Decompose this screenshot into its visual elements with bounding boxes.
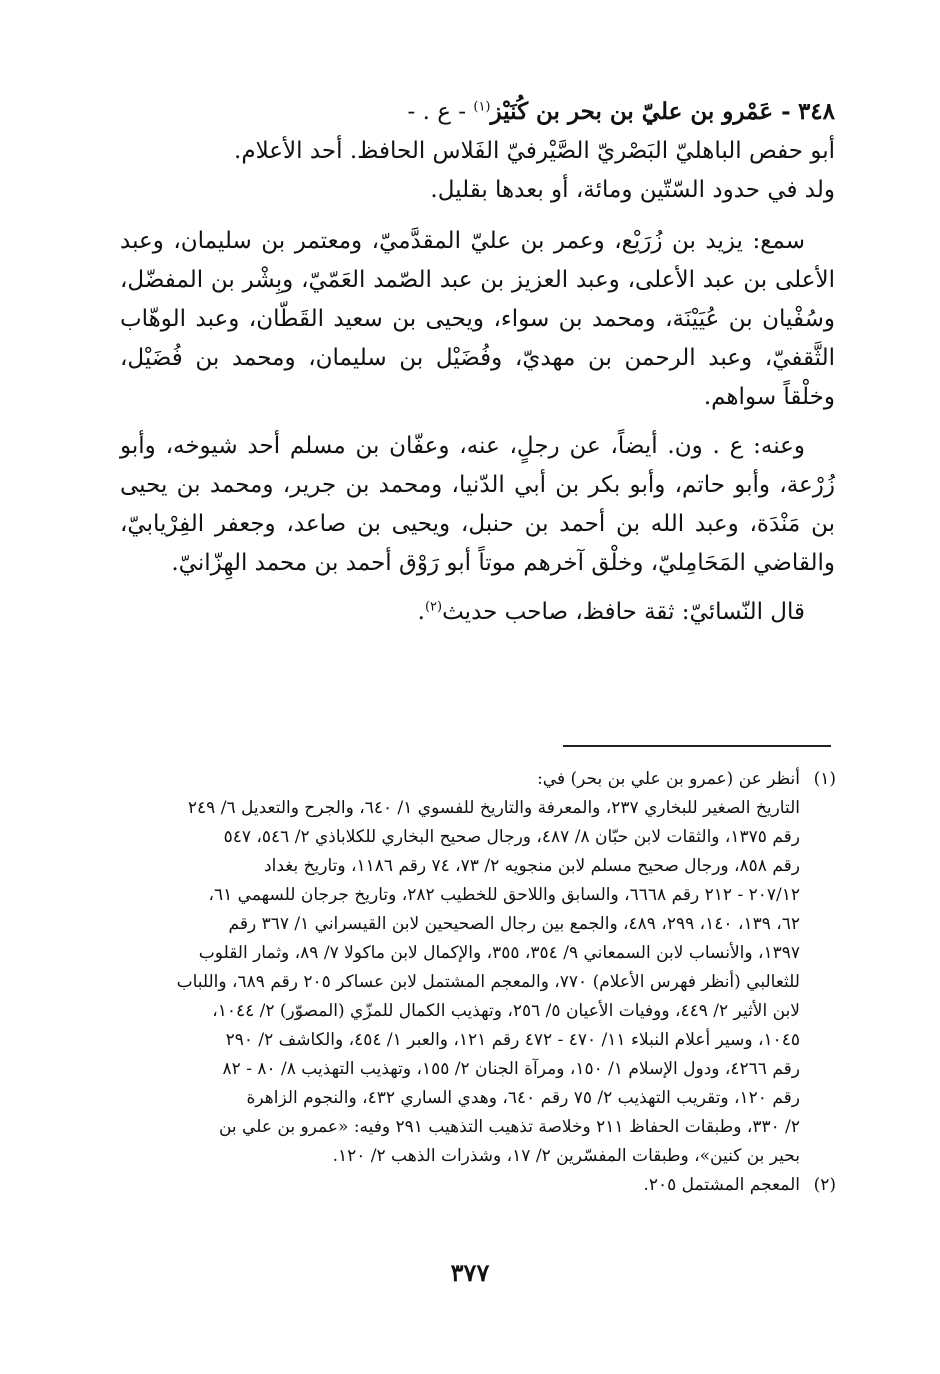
entry-heading: ٣٤٨ - عَمْرو بن عليّ بن بحر بن كُنَيْز$^{(١)}$ - ع . -: [407, 98, 835, 125]
footnote-line: ١٠٤٥، وسير أعلام النبلاء ١١/ ٤٧٠ - ٤٧٢ رقم ١٢١، والعبر ١/ ٤٥٤، والكاشف ٢/ ٢٩٠: [225, 1030, 800, 1050]
footnote-line: للثعالبي (أنظر فهرس الأعلام) ٧٧٠، والمعجم المشتمل لابن عساكر ٢٠٥ رقم ٦٨٩، واللباب: [176, 972, 800, 992]
entry-kunya-line: أبو حفص الباهليّ البَصْريّ الصَّيْرفيّ الفَلاس الحافظ. أحد الأعلام.: [234, 138, 835, 164]
footnote-line: رقم ١٢٠، وتقريب التهذيب ٢/ ٧٥ رقم ٦٤٠، وهدي الساري ٤٣٢، والنجوم الزاهرة: [246, 1088, 800, 1108]
entry-birth-line: ولد في حدود السّتّين ومائة، أو بعدها بقليل.: [430, 177, 835, 203]
footnote-line: ٢٠٧/١٢ - ٢١٢ رقم ٦٦٦٨، والسابق واللاحق للخطيب ٢٨٢، وتاريخ جرجان للسهمي ٦١،: [208, 885, 800, 905]
page-number: ٣٧٧: [450, 1258, 490, 1287]
heard-from-paragraph: سمع: يزيد بن زُرَيْع، وعمر بن عليّ المقدَّميّ، ومعتمر بن سليمان، وعبد الأعلى بن عبد الأعلى، وعبد العزيز بن عبد الصّمد العَمّيّ، وبِشْر بن المفضّل، وسُفْيان بن عُيَيْنَة، ومحمد بن سواء، ويحيى بن سعيد القَطّان، وعبد الوهّاب الثَّقفيّ، وعبد الرحمن بن مهديّ، وفُضَيْل بن سليمان، ومحمد بن فُضَيْل، وخلْقاً سواهم.: [120, 228, 835, 410]
footnote-1: [118, 765, 836, 1171]
entry-number: ٣٤٨: [797, 98, 835, 125]
footnote-line: رقم ٤٢٦٦، ودول الإسلام ١/ ١٥٠، ومرآة الجنان ٢/ ١٥٥، وتهذيب التهذيب ٨/ ٨٠ - ٨٢: [222, 1059, 800, 1079]
footnote-line: التاريخ الصغير للبخاري ٢٣٧، والمعرفة والتاريخ للفسوي ١/ ٦٤٠، والجرح والتعديل ٦/ ٢٤٩: [187, 798, 800, 818]
footnote-line: رقم ١٣٧٥، والثقات لابن حبّان ٨/ ٤٨٧، ورجال صحيح البخاري للكلاباذي ٢/ ٥٤٦، ٥٤٧: [223, 827, 800, 847]
footnote-line: رقم ٨٥٨، ورجال صحيح مسلم لابن منجويه ٢/ ٧٣، ٧٤ رقم ١١٨٦، وتاريخ بغداد: [264, 856, 800, 876]
nasai-end: .: [417, 599, 425, 625]
footnote-ref-2[interactable]: (٢): [424, 599, 443, 615]
footnote-body: [118, 1171, 800, 1200]
footnote-body: [118, 765, 800, 1171]
footnote-line: لابن الأثير ٢/ ٤٤٩، ووفيات الأعيان ٥/ ٢٥٦، وتهذيب الكمال للمزّي (المصوّر) ٢/ ١٠٤٤،: [212, 1001, 800, 1021]
footnote-divider: [563, 745, 831, 747]
footnote-line: المعجم المشتمل ٢٠٥.: [643, 1175, 800, 1195]
entry-name: عَمْرو بن عليّ بن بحر بن كُنَيْز: [490, 98, 774, 125]
footnotes: [118, 765, 836, 1200]
nasai-text: قال النّسائيّ: ثقة حافظ، صاحب حديث: [442, 599, 805, 625]
footnote-line: ٢/ ٣٣٠، وطبقات الحفاظ ٢١١ وخلاصة تذهيب التذهيب ٢٩١ وفيه: «عمرو بن علي بن: [218, 1117, 800, 1137]
footnote-number: (١): [813, 769, 836, 789]
narrated-by-paragraph: وعنه: ع . ون. أيضاً، عن رجلٍ، عنه، وعفّان بن مسلم أحد شيوخه، وأبو زُرْعة، وأبو حاتم، وأبو بكر بن أبي الدّنيا، ومحمد بن جرير، ومحمد بن يحيى بن مَنْدَة، وعبد الله بن أحمد بن حنبل، ويحيى بن صاعد، وجعفر الفِرْيابيّ، والقاضي المَحَامِليّ، وخلْق آخرهم موتاً أبو رَوْق أحمد بن محمد الهِزّانيّ.: [120, 433, 835, 576]
entry-symbols: - ع . -: [407, 99, 467, 125]
footnote-2: [118, 1171, 836, 1200]
footnote-line: أنظر عن (عمرو بن علي بن بحر) في:: [537, 769, 800, 789]
footnote-line: ٦٢، ١٣٩، ١٤٠، ٢٩٩، ٤٨٩، والجمع بين رجال الصحيحين لابن القيسراني ١/ ٣٦٧ رقم: [228, 914, 800, 934]
footnote-ref-1[interactable]: (١): [473, 99, 491, 115]
main-text: [120, 92, 835, 632]
footnote-number: (٢): [813, 1175, 836, 1195]
nasai-paragraph: [120, 593, 835, 632]
footnote-line: بحير بن كنين»، وطبقات المفسّرين ٢/ ١٧، وشذرات الذهب ٢/ ١٢٠.: [332, 1146, 800, 1166]
footnote-line: ١٣٩٧، والأنساب لابن السمعاني ٩/ ٣٥٤، ٣٥٥، والإكمال لابن ماكولا ٧/ ٨٩، وثمار القلوب: [198, 943, 800, 963]
